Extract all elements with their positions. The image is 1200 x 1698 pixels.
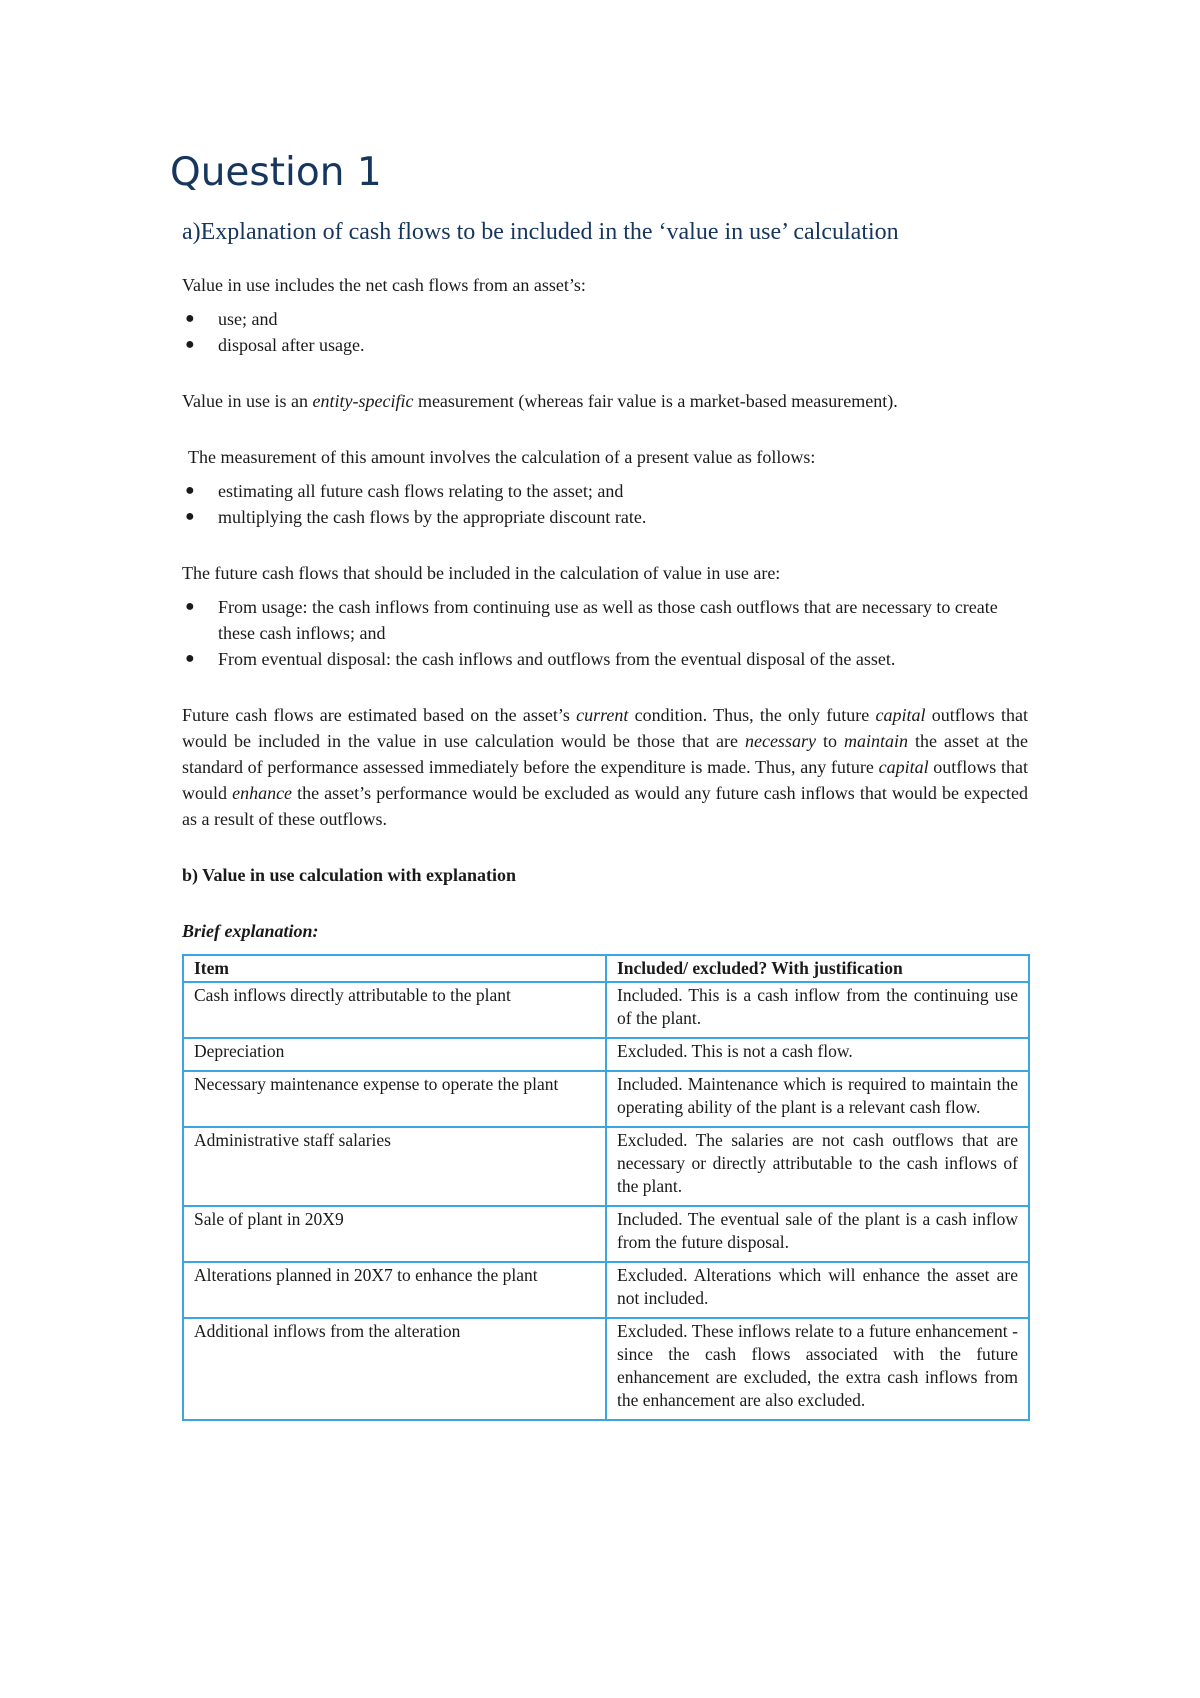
table-cell-justification: Included. Maintenance which is required to maintain the operating ability of the plant is a relevant cash flow. [606,1071,1029,1127]
bullet-icon: ● [185,649,195,667]
table-cell-item: Alterations planned in 20X7 to enhance the plant [183,1262,606,1318]
table-row [183,1262,1029,1318]
bullet-icon: ● [185,309,195,327]
page-title: Question 1 [170,150,382,195]
table-header-row [183,955,1029,982]
table-row [183,982,1029,1038]
table-cell-justification: Excluded. This is not a cash flow. [606,1038,1029,1071]
bullet-list-2 [182,478,1028,530]
list-item: ● From eventual disposal: the cash inflows and outflows from the eventual disposal of the asset. [182,646,1028,672]
paragraph-future-cash-flows: The future cash flows that should be included in the calculation of value in use are: [182,562,781,583]
table-cell-item: Sale of plant in 20X9 [183,1206,606,1262]
table-cell-justification: Excluded. The salaries are not cash outflows that are necessary or directly attributable to the cash inflows of the plant. [606,1127,1029,1206]
bullet-icon: ● [185,481,195,499]
table-cell-justification: Included. This is a cash inflow from the continuing use of the plant. [606,982,1029,1038]
section-a-heading: a)Explanation of cash flows to be included in the ‘value in use’ calculation [182,218,899,245]
paragraph-estimation: Future cash flows are estimated based on the asset’s current condition. Thus, the only future capital outflows that would be included in the value in use calculation would be those that are necessary to maintain the asset at the standard of performance assessed immediately before the expenditure is made. Thus, any future capital outflows that would enhance the asset’s performance would be excluded as would any future cash inflows that would be expected as a result of these outflows. [182,704,1028,829]
list-item: ● estimating all future cash flows relating to the asset; and [182,478,1028,504]
list-item: ● From usage: the cash inflows from continuing use as well as those cash outflows that are necessary to create these cash inflows; and [182,594,1028,646]
table-cell-item: Cash inflows directly attributable to the plant [183,982,606,1038]
document-page [170,150,1028,1421]
table-cell-justification: Excluded. Alterations which will enhance the asset are not included. [606,1262,1029,1318]
list-item: ● use; and [182,306,1028,332]
brief-explanation-label: Brief explanation: [182,920,319,941]
bullet-icon: ● [185,507,195,525]
list-item: ● disposal after usage. [182,332,1028,358]
table-row [183,1127,1029,1206]
bullet-list-3 [182,594,1028,672]
column-header-item: Item [183,955,606,982]
paragraph-measurement: The measurement of this amount involves the calculation of a present value as follows: [188,446,816,467]
section-b-heading: b) Value in use calculation with explanation [182,864,517,885]
bullet-icon: ● [185,335,195,353]
table-row [183,1206,1029,1262]
table-row [183,1038,1029,1071]
bullet-icon: ● [185,597,195,615]
table-row [183,1071,1029,1127]
paragraph-value-in-use: Value in use is an entity-specific measurement (whereas fair value is a market-based measurement). [182,390,898,411]
column-header-justification: Included/ excluded? With justification [606,955,1029,982]
table-cell-justification: Excluded. These inflows relate to a future enhancement - since the cash flows associated with the future enhancement are excluded, the extra cash inflows from the enhancement are also excluded. [606,1318,1029,1420]
table-cell-item: Necessary maintenance expense to operate the plant [183,1071,606,1127]
justification-table [182,954,1030,1421]
section-a-intro: Value in use includes the net cash flows from an asset’s: [182,274,586,295]
table-cell-item: Administrative staff salaries [183,1127,606,1206]
table-cell-item: Additional inflows from the alteration [183,1318,606,1420]
bullet-list-1 [182,306,1028,358]
table-cell-item: Depreciation [183,1038,606,1071]
table-cell-justification: Included. The eventual sale of the plant is a cash inflow from the future disposal. [606,1206,1029,1262]
list-item: ● multiplying the cash flows by the appropriate discount rate. [182,504,1028,530]
table-row [183,1318,1029,1420]
